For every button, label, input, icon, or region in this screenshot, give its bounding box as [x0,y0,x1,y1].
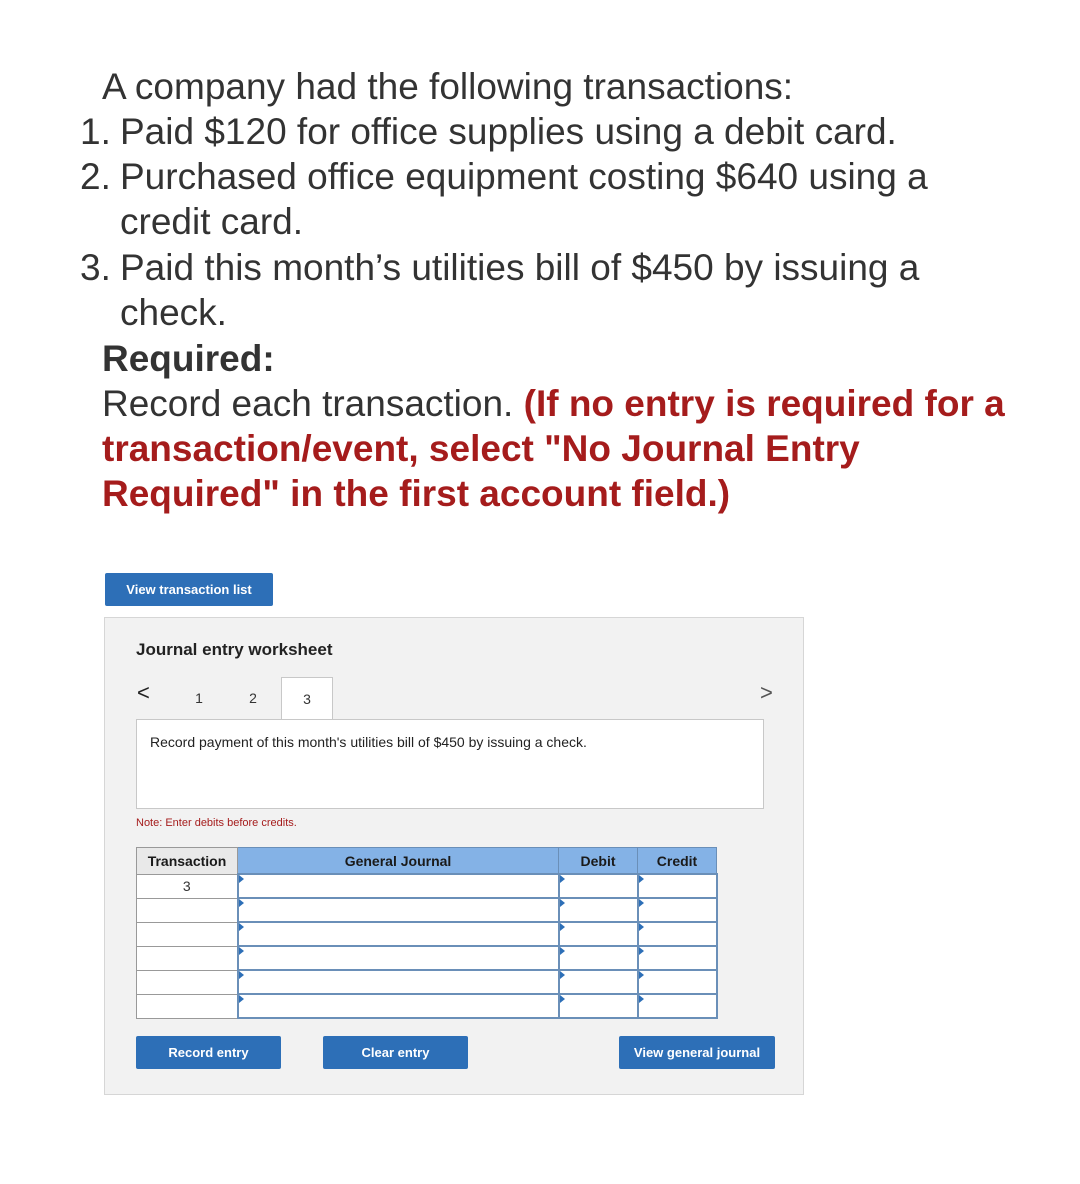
instruction-warning: (If no entry is required for a transaction/event, select "No Journal Entry Required" in the first account field.) [102,383,1005,514]
credit-input[interactable] [638,946,717,970]
header-general-journal: General Journal [238,848,559,875]
instructions [102,381,1042,516]
record-entry-button[interactable]: Record entry [136,1036,281,1069]
account-select[interactable] [238,922,559,946]
journal-entry-worksheet [104,617,804,1095]
transaction-cell [137,946,238,970]
tab-3-active[interactable]: 3 [281,677,333,720]
item-number: 1. [80,111,111,152]
journal-table [136,847,718,1019]
worksheet-title: Journal entry worksheet [136,640,333,659]
debit-input[interactable] [559,922,638,946]
tab-2[interactable]: 2 [249,690,257,706]
item-text: Paid this month’s utilities bill of $450 by issuing a check. [120,247,920,333]
account-select[interactable] [238,874,559,898]
item-number: 3. [80,247,111,288]
table-row [137,946,717,970]
account-select[interactable] [238,946,559,970]
debit-input[interactable] [559,874,638,898]
transaction-item [80,109,990,154]
journal-rows [137,874,717,1018]
tab-1[interactable]: 1 [195,690,203,706]
debit-input[interactable] [559,898,638,922]
transaction-description: Record payment of this month's utilities bill of $450 by issuing a check. [136,719,764,809]
credit-input[interactable] [638,970,717,994]
required-heading: Required: [102,338,275,379]
transaction-cell [137,922,238,946]
table-row [137,994,717,1018]
account-select[interactable] [238,970,559,994]
question-intro: A company had the following transactions: [102,66,794,107]
credit-input[interactable] [638,874,717,898]
debit-input[interactable] [559,946,638,970]
debit-input[interactable] [559,994,638,1018]
view-general-journal-button[interactable]: View general journal [619,1036,775,1069]
credit-input[interactable] [638,994,717,1018]
transaction-item [80,154,980,244]
transaction-cell [137,898,238,922]
account-select[interactable] [238,994,559,1018]
transaction-item [80,245,980,335]
item-text: Paid $120 for office supplies using a debit card. [120,111,897,152]
transaction-cell [137,970,238,994]
view-transaction-list-button[interactable]: View transaction list [105,573,273,606]
header-debit: Debit [559,848,638,875]
table-row [137,970,717,994]
transaction-cell [137,994,238,1018]
table-row [137,898,717,922]
table-row [137,874,717,898]
item-number: 2. [80,156,111,197]
credit-input[interactable] [638,898,717,922]
header-credit: Credit [638,848,717,875]
credit-input[interactable] [638,922,717,946]
instruction-plain: Record each transaction. [102,383,514,424]
item-text: Purchased office equipment costing $640 using a credit card. [120,156,928,242]
entry-note: Note: Enter debits before credits. [136,817,297,829]
chevron-left-icon[interactable]: < [137,680,150,705]
debit-input[interactable] [559,970,638,994]
account-select[interactable] [238,898,559,922]
clear-entry-button[interactable]: Clear entry [323,1036,468,1069]
chevron-right-icon[interactable]: > [760,680,773,705]
header-transaction: Transaction [137,848,238,875]
table-row [137,922,717,946]
transaction-cell: 3 [137,874,238,898]
